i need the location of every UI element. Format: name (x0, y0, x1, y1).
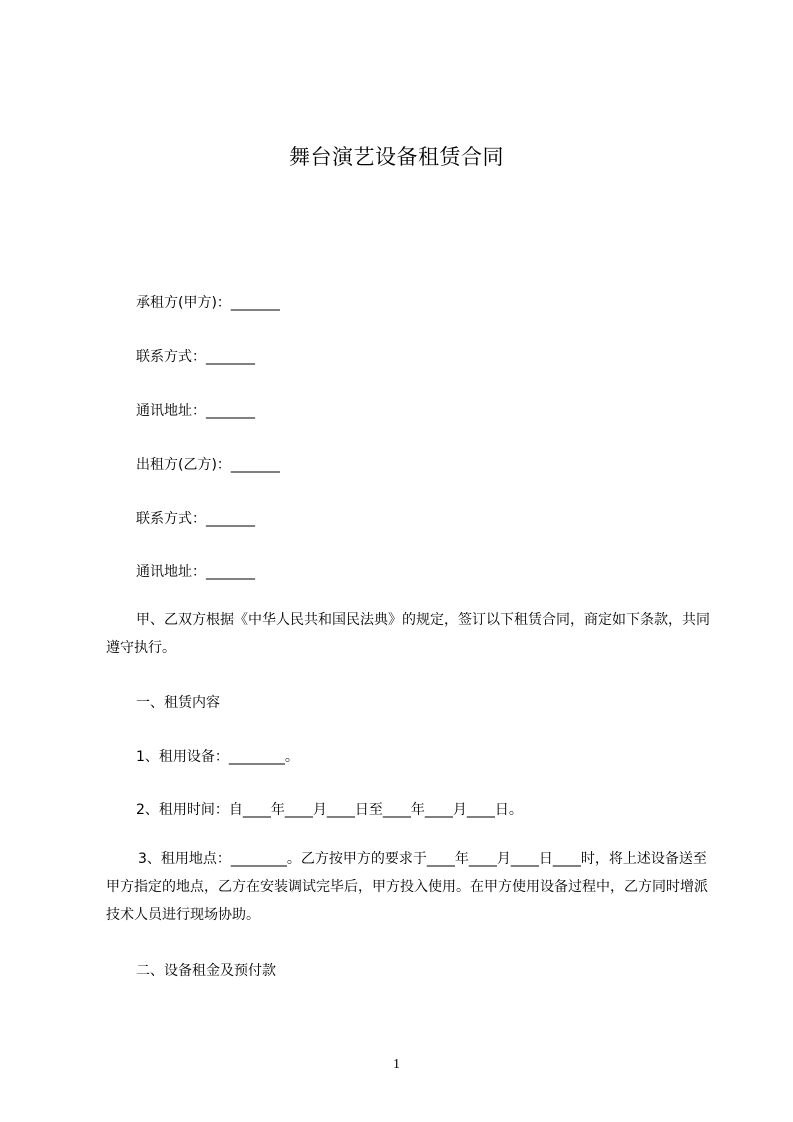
lessor-name-line: 出租方(乙方)：_______ (136, 457, 280, 473)
lessor-address-line: 通讯地址：_______ (136, 564, 255, 580)
item3-text: 3、租用地点：________。乙方按甲方的要求于____年____月____日____时，将上述设备送至甲方指定的地点，乙方在安装调试完毕后，甲方投入使用。在甲方使用设备过程中，乙方同时增派技术人员进行现场协助。 (106, 851, 708, 923)
document-title: 舞台演艺设备租赁合同 (289, 145, 504, 169)
preamble-paragraph (106, 606, 714, 662)
lessee-name-line: 承租方(甲方)：_______ (136, 295, 280, 311)
section2-heading: 二、设备租金及预付款 (136, 963, 276, 979)
page-number: 1 (393, 1057, 400, 1072)
section1-heading: 一、租赁内容 (136, 695, 220, 711)
lessee-address-line: 通讯地址：_______ (136, 403, 255, 419)
item1-line: 1、租用设备：________。 (136, 749, 299, 765)
preamble-text: 甲、乙双方根据《中华人民共和国民法典》的规定，签订以下租赁合同，商定如下条款，共同遵守执行。 (106, 612, 710, 656)
item2-line: 2、租用时间：自____年____月____日至____年____月____日。 (136, 802, 523, 818)
lessee-contact-line: 联系方式：_______ (136, 349, 255, 365)
item3-paragraph (106, 845, 714, 929)
lessor-contact-line: 联系方式：_______ (136, 511, 255, 527)
